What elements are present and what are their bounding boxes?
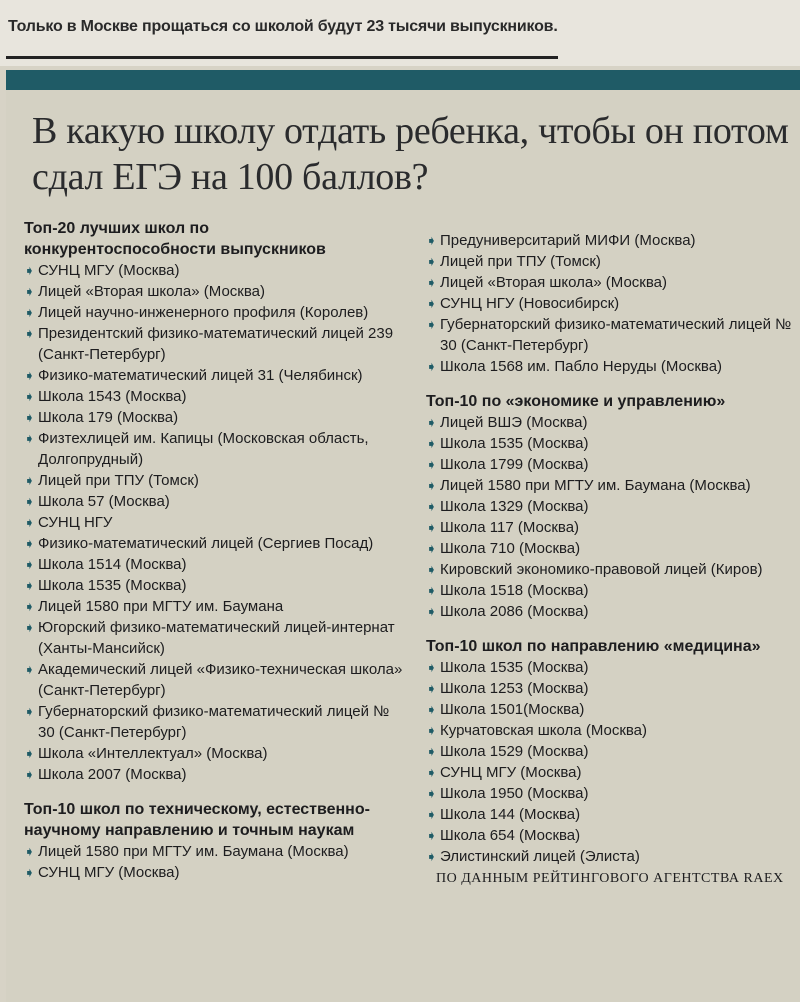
school-list xyxy=(24,260,404,785)
arrow-icon: ➧ xyxy=(426,499,437,514)
section-economics xyxy=(426,391,798,622)
arrow-icon: ➧ xyxy=(426,583,437,598)
school-list xyxy=(426,657,798,867)
section-title: Топ-10 по «экономике и управлению» xyxy=(426,393,726,410)
list-item: ➧ Школа 1799 (Москва) xyxy=(426,456,589,473)
arrow-icon: ➧ xyxy=(426,436,437,451)
arrow-icon: ➧ xyxy=(24,599,35,614)
list-item: ➧ Элистинский лицей (Элиста) xyxy=(426,848,640,865)
left-column xyxy=(24,218,404,897)
arrow-icon: ➧ xyxy=(426,604,437,619)
arrow-icon: ➧ xyxy=(426,849,437,864)
arrow-icon: ➧ xyxy=(426,478,437,493)
arrow-icon: ➧ xyxy=(24,536,35,551)
list-item: ➧ Лицей «Вторая школа» (Москва) xyxy=(426,274,667,291)
arrow-icon: ➧ xyxy=(426,541,437,556)
arrow-icon: ➧ xyxy=(426,807,437,822)
list-item: ➧ Школа 2086 (Москва) xyxy=(426,603,589,620)
list-item: ➧ Лицей при ТПУ (Томск) xyxy=(24,472,199,489)
right-column xyxy=(426,230,798,903)
list-item: ➧ Школа 1329 (Москва) xyxy=(426,498,589,515)
list-item: ➧ Кировский экономико-правовой лицей (Киров) xyxy=(426,561,763,578)
arrow-icon: ➧ xyxy=(24,263,35,278)
arrow-icon: ➧ xyxy=(426,415,437,430)
arrow-icon: ➧ xyxy=(426,233,437,248)
arrow-icon: ➧ xyxy=(24,494,35,509)
list-item: ➧ Школа 1501(Москва) xyxy=(426,701,585,718)
list-item: ➧ Школа 117 (Москва) xyxy=(426,519,580,536)
list-item: ➧ Лицей 1580 при МГТУ им. Баумана (Москва) xyxy=(426,477,751,494)
list-item: ➧ Школа 1568 им. Пабло Неруды (Москва) xyxy=(426,358,723,375)
arrow-icon: ➧ xyxy=(426,359,437,374)
source-note: ПО ДАННЫМ РЕЙТИНГОВОГО АГЕНТСТВА RAEX xyxy=(436,871,784,886)
caption-rule xyxy=(6,56,558,59)
list-item: ➧ Школа 144 (Москва) xyxy=(426,806,581,823)
arrow-icon: ➧ xyxy=(426,317,437,332)
list-item: ➧ Школа 1535 (Москва) xyxy=(426,435,589,452)
school-list xyxy=(24,841,404,883)
list-item: ➧ Лицей научно-инженерного профиля (Королев) xyxy=(24,304,369,321)
list-item: ➧ Академический лицей «Физико-техническая школа» (Санкт-Петербург) xyxy=(24,661,403,699)
list-item: ➧ Лицей 1580 при МГТУ им. Баумана (Москва) xyxy=(24,843,349,860)
list-item: ➧ Школа 57 (Москва) xyxy=(24,493,170,510)
arrow-icon: ➧ xyxy=(426,681,437,696)
list-item: ➧ Школа 1529 (Москва) xyxy=(426,743,589,760)
list-item: ➧ Предуниверситарий МИФИ (Москва) xyxy=(426,232,696,249)
list-item: ➧ СУНЦ МГУ (Москва) xyxy=(24,864,180,881)
arrow-icon: ➧ xyxy=(426,457,437,472)
section-medicine xyxy=(426,636,798,889)
list-item: ➧ Президентский физико-математический лицей 239 (Санкт-Петербург) xyxy=(24,325,394,363)
arrow-icon: ➧ xyxy=(24,865,35,880)
arrow-icon: ➧ xyxy=(24,431,35,446)
arrow-icon: ➧ xyxy=(24,557,35,572)
list-item: ➧ СУНЦ НГУ xyxy=(24,514,113,531)
arrow-icon: ➧ xyxy=(24,368,35,383)
list-item: ➧ Физико-математический лицей (Сергиев Посад) xyxy=(24,535,374,552)
list-item: ➧ Школа 2007 (Москва) xyxy=(24,766,187,783)
section-top20 xyxy=(24,218,404,785)
arrow-icon: ➧ xyxy=(24,326,35,341)
list-item: ➧ Школа 1535 (Москва) xyxy=(426,659,589,676)
arrow-icon: ➧ xyxy=(426,765,437,780)
arrow-icon: ➧ xyxy=(24,389,35,404)
arrow-icon: ➧ xyxy=(24,410,35,425)
list-item: ➧ Школа 1253 (Москва) xyxy=(426,680,589,697)
arrow-icon: ➧ xyxy=(426,254,437,269)
photo-caption: Только в Москве прощаться со школой будут 23 тысячи выпускников. xyxy=(8,18,558,35)
arrow-icon: ➧ xyxy=(24,620,35,635)
list-item: ➧ Лицей 1580 при МГТУ им. Баумана xyxy=(24,598,284,615)
list-item: ➧ Школа «Интеллектуал» (Москва) xyxy=(24,745,268,762)
infobox-panel xyxy=(6,70,800,1002)
list-item: ➧ Школа 179 (Москва) xyxy=(24,409,179,426)
list-item: ➧ Физико-математический лицей 31 (Челябинск) xyxy=(24,367,363,384)
arrow-icon: ➧ xyxy=(426,275,437,290)
arrow-icon: ➧ xyxy=(426,660,437,675)
list-item: ➧ СУНЦ НГУ (Новосибирск) xyxy=(426,295,620,312)
arrow-icon: ➧ xyxy=(426,723,437,738)
list-item: ➧ Губернаторский физико-математический лицей № 30 (Санкт-Петербург) xyxy=(24,703,390,741)
arrow-icon: ➧ xyxy=(24,746,35,761)
list-item: ➧ Лицей «Вторая школа» (Москва) xyxy=(24,283,265,300)
list-item: ➧ Губернаторский физико-математический лицей № 30 (Санкт-Петербург) xyxy=(426,316,792,354)
headline: В какую школу отдать ребенка, чтобы он потом сдал ЕГЭ на 100 баллов? xyxy=(32,110,789,198)
arrow-icon: ➧ xyxy=(24,578,35,593)
school-list xyxy=(426,412,798,622)
arrow-icon: ➧ xyxy=(24,767,35,782)
arrow-icon: ➧ xyxy=(24,284,35,299)
list-item: ➧ СУНЦ МГУ (Москва) xyxy=(426,764,582,781)
arrow-icon: ➧ xyxy=(426,744,437,759)
section-title: Топ-10 школ по направлению «медицина» xyxy=(426,638,761,655)
list-item: ➧ Школа 1535 (Москва) xyxy=(24,577,187,594)
list-item: ➧ Школа 1543 (Москва) xyxy=(24,388,187,405)
list-item: ➧ СУНЦ МГУ (Москва) xyxy=(24,262,180,279)
arrow-icon: ➧ xyxy=(24,704,35,719)
list-item: ➧ Школа 1950 (Москва) xyxy=(426,785,589,802)
top-caption-strip xyxy=(0,0,800,66)
list-item: ➧ Школа 1514 (Москва) xyxy=(24,556,187,573)
arrow-icon: ➧ xyxy=(426,296,437,311)
list-item: ➧ Школа 654 (Москва) xyxy=(426,827,581,844)
arrow-icon: ➧ xyxy=(24,662,35,677)
section-technical-continued xyxy=(426,230,798,377)
section-title: Топ-10 школ по техническому, естественно-научному направлению и точным наукам xyxy=(24,801,370,839)
arrow-icon: ➧ xyxy=(426,702,437,717)
arrow-icon: ➧ xyxy=(426,520,437,535)
list-item: ➧ Физтехлицей им. Капицы (Московская область, Долгопрудный) xyxy=(24,430,369,468)
arrow-icon: ➧ xyxy=(24,515,35,530)
school-list xyxy=(426,230,798,377)
list-item: ➧ Курчатовская школа (Москва) xyxy=(426,722,648,739)
arrow-icon: ➧ xyxy=(24,305,35,320)
arrow-icon: ➧ xyxy=(426,786,437,801)
arrow-icon: ➧ xyxy=(24,473,35,488)
list-item: ➧ Школа 1518 (Москва) xyxy=(426,582,589,599)
arrow-icon: ➧ xyxy=(426,562,437,577)
section-title: Топ-20 лучших школ по конкурентоспособности выпускников xyxy=(24,220,326,258)
list-item: ➧ Лицей при ТПУ (Томск) xyxy=(426,253,601,270)
list-item: ➧ Югорский физико-математический лицей-интернат (Ханты-Мансийск) xyxy=(24,619,395,657)
list-item: ➧ Лицей ВШЭ (Москва) xyxy=(426,414,588,431)
arrow-icon: ➧ xyxy=(426,828,437,843)
list-item: ➧ Школа 710 (Москва) xyxy=(426,540,581,557)
arrow-icon: ➧ xyxy=(24,844,35,859)
section-technical xyxy=(24,799,404,883)
accent-band xyxy=(6,70,800,90)
